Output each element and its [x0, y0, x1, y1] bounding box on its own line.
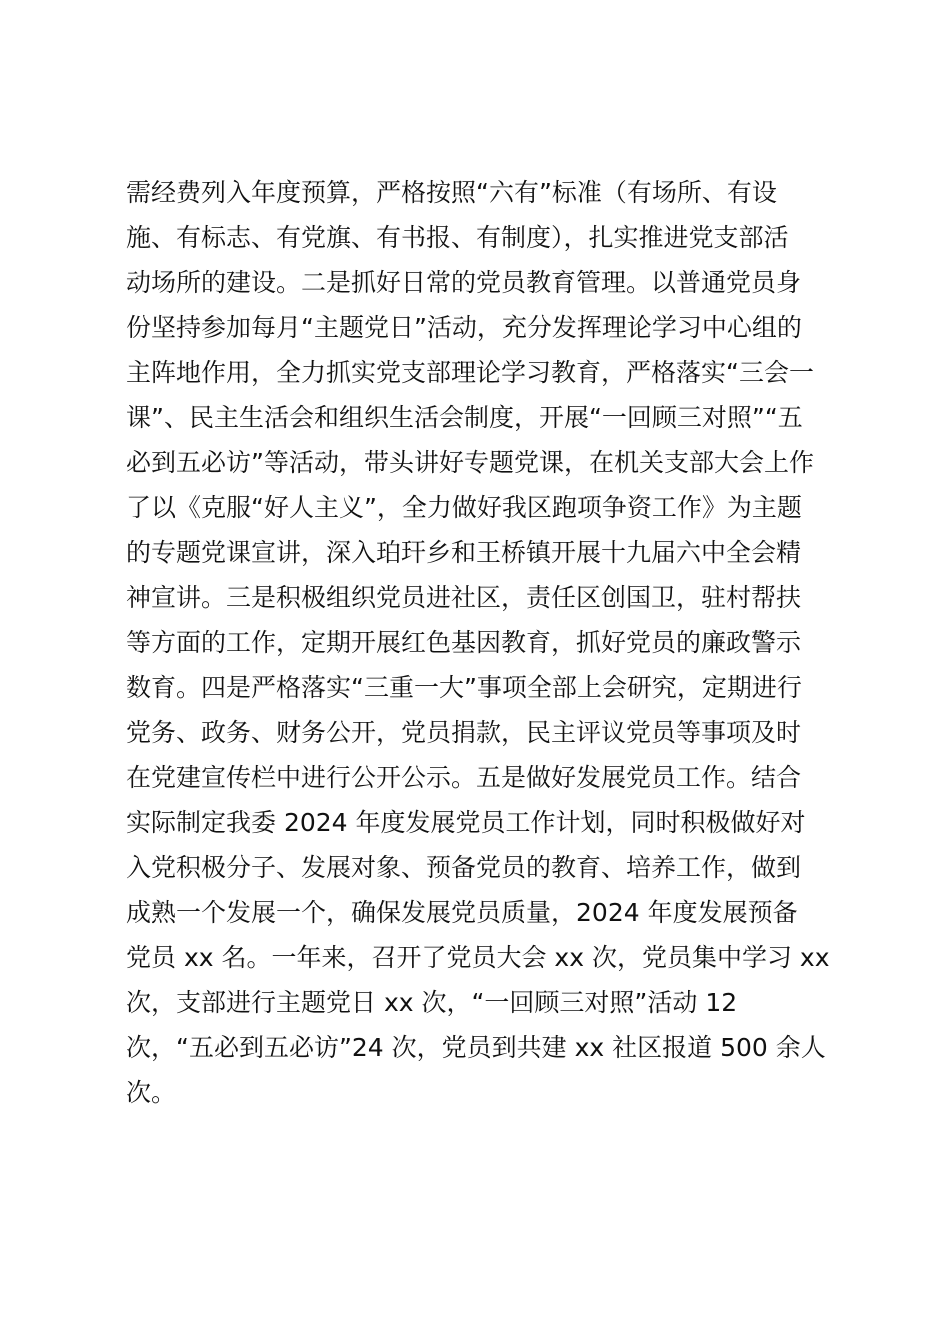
- text-line-10: 神宣讲。三是积极组织党员进社区，责任区创国卫，驻村帮扶: [126, 583, 802, 612]
- text-line-5: 主阵地作用，全力抓实党支部理论学习教育，严格落实“三会一: [126, 358, 814, 387]
- text-line-19: 次，支部进行主题党日 xx 次，“一回顾三对照”活动 12: [126, 988, 738, 1017]
- text-line-21: 次。: [126, 1078, 177, 1107]
- text-line-16: 入党积极分子、发展对象、预备党员的教育、培养工作，做到: [126, 853, 802, 882]
- text-line-15: 实际制定我委 2024 年度发展党员工作计划，同时积极做好对: [126, 808, 806, 837]
- text-line-12: 数育。四是严格落实“三重一大”事项全部上会研究，定期进行: [126, 673, 802, 702]
- body-paragraph: [126, 170, 846, 1115]
- text-line-8: 了以《克服“好人主义”，全力做好我区跑项争资工作》为主题: [126, 493, 802, 522]
- text-line-14: 在党建宣传栏中进行公开公示。五是做好发展党员工作。结合: [126, 763, 802, 792]
- text-line-2: 施、有标志、有党旗、有书报、有制度），扎实推进党支部活: [126, 223, 789, 252]
- text-line-1: 需经费列入年度预算，严格按照“六有”标准（有场所、有设: [126, 178, 777, 207]
- text-line-13: 党务、政务、财务公开，党员捐款，民主评议党员等事项及时: [126, 718, 802, 747]
- text-line-6: 课”、民主生活会和组织生活会制度，开展“一回顾三对照”“五: [126, 403, 803, 432]
- text-line-7: 必到五必访”等活动，带头讲好专题党课，在机关支部大会上作: [126, 448, 814, 477]
- text-line-18: 党员 xx 名。一年来，召开了党员大会 xx 次，党员集中学习 xx: [126, 943, 830, 972]
- text-line-4: 份坚持参加每月“主题党日”活动，充分发挥理论学习中心组的: [126, 313, 802, 342]
- text-line-17: 成熟一个发展一个，确保发展党员质量，2024 年度发展预备: [126, 898, 798, 927]
- text-line-3: 动场所的建设。二是抓好日常的党员教育管理。以普通党员身: [126, 268, 802, 297]
- text-line-11: 等方面的工作，定期开展红色基因教育，抓好党员的廉政警示: [126, 628, 802, 657]
- text-line-20: 次，“五必到五必访”24 次，党员到共建 xx 社区报道 500 余人: [126, 1033, 826, 1062]
- text-line-9: 的专题党课宣讲，深入珀玕乡和王桥镇开展十九届六中全会精: [126, 538, 802, 567]
